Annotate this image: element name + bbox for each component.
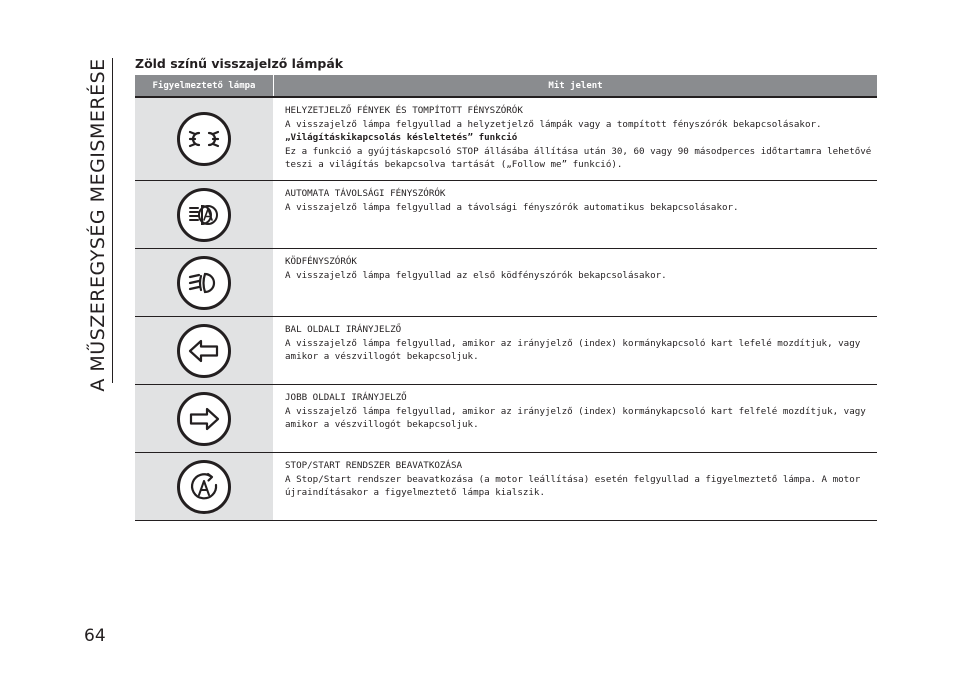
row-text bbox=[273, 453, 877, 520]
table-row bbox=[135, 453, 877, 521]
row-body: A visszajelző lámpa felgyullad a távolsági fényszórók automatikus bekapcsolásakor. bbox=[285, 201, 739, 213]
row-text bbox=[273, 317, 877, 384]
icon-cell bbox=[135, 98, 273, 180]
icon-cell bbox=[135, 453, 273, 520]
left-turn-signal-icon bbox=[177, 324, 231, 378]
table-header bbox=[135, 75, 877, 98]
header-lamp: Figyelmeztető lámpa bbox=[135, 75, 274, 96]
table-row bbox=[135, 181, 877, 249]
row-body: A visszajelző lámpa felgyullad a helyzetjelző lámpák vagy a tompított fényszórók bekapcsolásakor. bbox=[285, 118, 822, 130]
stop-start-icon bbox=[177, 460, 231, 514]
row-heading: STOP/START RENDSZER BEAVATKOZÁSA bbox=[285, 460, 463, 471]
table-row bbox=[135, 385, 877, 453]
table-row bbox=[135, 317, 877, 385]
chapter-title-text: A MŰSZEREGYSÉG MEGISMERÉSE bbox=[87, 58, 109, 392]
fog-lights-icon bbox=[177, 256, 231, 310]
row-heading: BAL OLDALI IRÁNYJELZŐ bbox=[285, 324, 402, 335]
table-row bbox=[135, 249, 877, 317]
row-subheading: „Világításkikapcsolás késleltetés” funkció bbox=[285, 132, 518, 143]
page-number: 64 bbox=[84, 626, 106, 646]
icon-cell bbox=[135, 385, 273, 452]
chapter-divider bbox=[112, 58, 113, 383]
icon-cell bbox=[135, 181, 273, 248]
row-body-2: Ez a funkció a gyújtáskapcsoló STOP állásába állítása után 30, 60 vagy 90 másodperces időtartamra lehetővé teszi a világítás bekapcsolva tartását („Follow me” funkció). bbox=[285, 145, 872, 170]
row-heading: JOBB OLDALI IRÁNYJELZŐ bbox=[285, 392, 407, 403]
icon-cell bbox=[135, 317, 273, 384]
row-body: A visszajelző lámpa felgyullad, amikor az irányjelző (index) kormánykapcsoló kart felfelé mozdítjuk, vagy amikor a vészvillogót bekapcsoljuk. bbox=[285, 405, 866, 430]
row-text bbox=[273, 385, 877, 452]
section-title: Zöld színű visszajelző lámpák bbox=[135, 56, 344, 71]
row-heading: KÖDFÉNYSZÓRÓK bbox=[285, 256, 357, 267]
right-turn-signal-icon bbox=[177, 392, 231, 446]
table-row bbox=[135, 98, 877, 181]
position-lights-icon bbox=[177, 112, 231, 166]
icon-cell bbox=[135, 249, 273, 316]
row-body: A Stop/Start rendszer beavatkozása (a motor leállítása) esetén felgyullad a figyelmeztető lámpa. A motor újraindításakor a figyelmeztető lámpa kialszik. bbox=[285, 473, 861, 498]
row-text bbox=[273, 181, 877, 248]
row-heading: AUTOMATA TÁVOLSÁGI FÉNYSZÓRÓK bbox=[285, 188, 446, 199]
row-text bbox=[273, 98, 877, 180]
warning-lamp-table bbox=[135, 75, 877, 521]
header-meaning: Mit jelent bbox=[548, 80, 603, 91]
row-heading: HELYZETJELZŐ FÉNYEK ÉS TOMPÍTOTT FÉNYSZÓRÓK bbox=[285, 105, 523, 116]
row-body: A visszajelző lámpa felgyullad az első ködfényszórók bekapcsolásakor. bbox=[285, 269, 667, 281]
auto-high-beam-icon bbox=[177, 188, 231, 242]
row-text bbox=[273, 249, 877, 316]
row-body: A visszajelző lámpa felgyullad, amikor az irányjelző (index) kormánykapcsoló kart lefelé mozdítjuk, vagy amikor a vészvillogót bekapcsoljuk. bbox=[285, 337, 861, 362]
